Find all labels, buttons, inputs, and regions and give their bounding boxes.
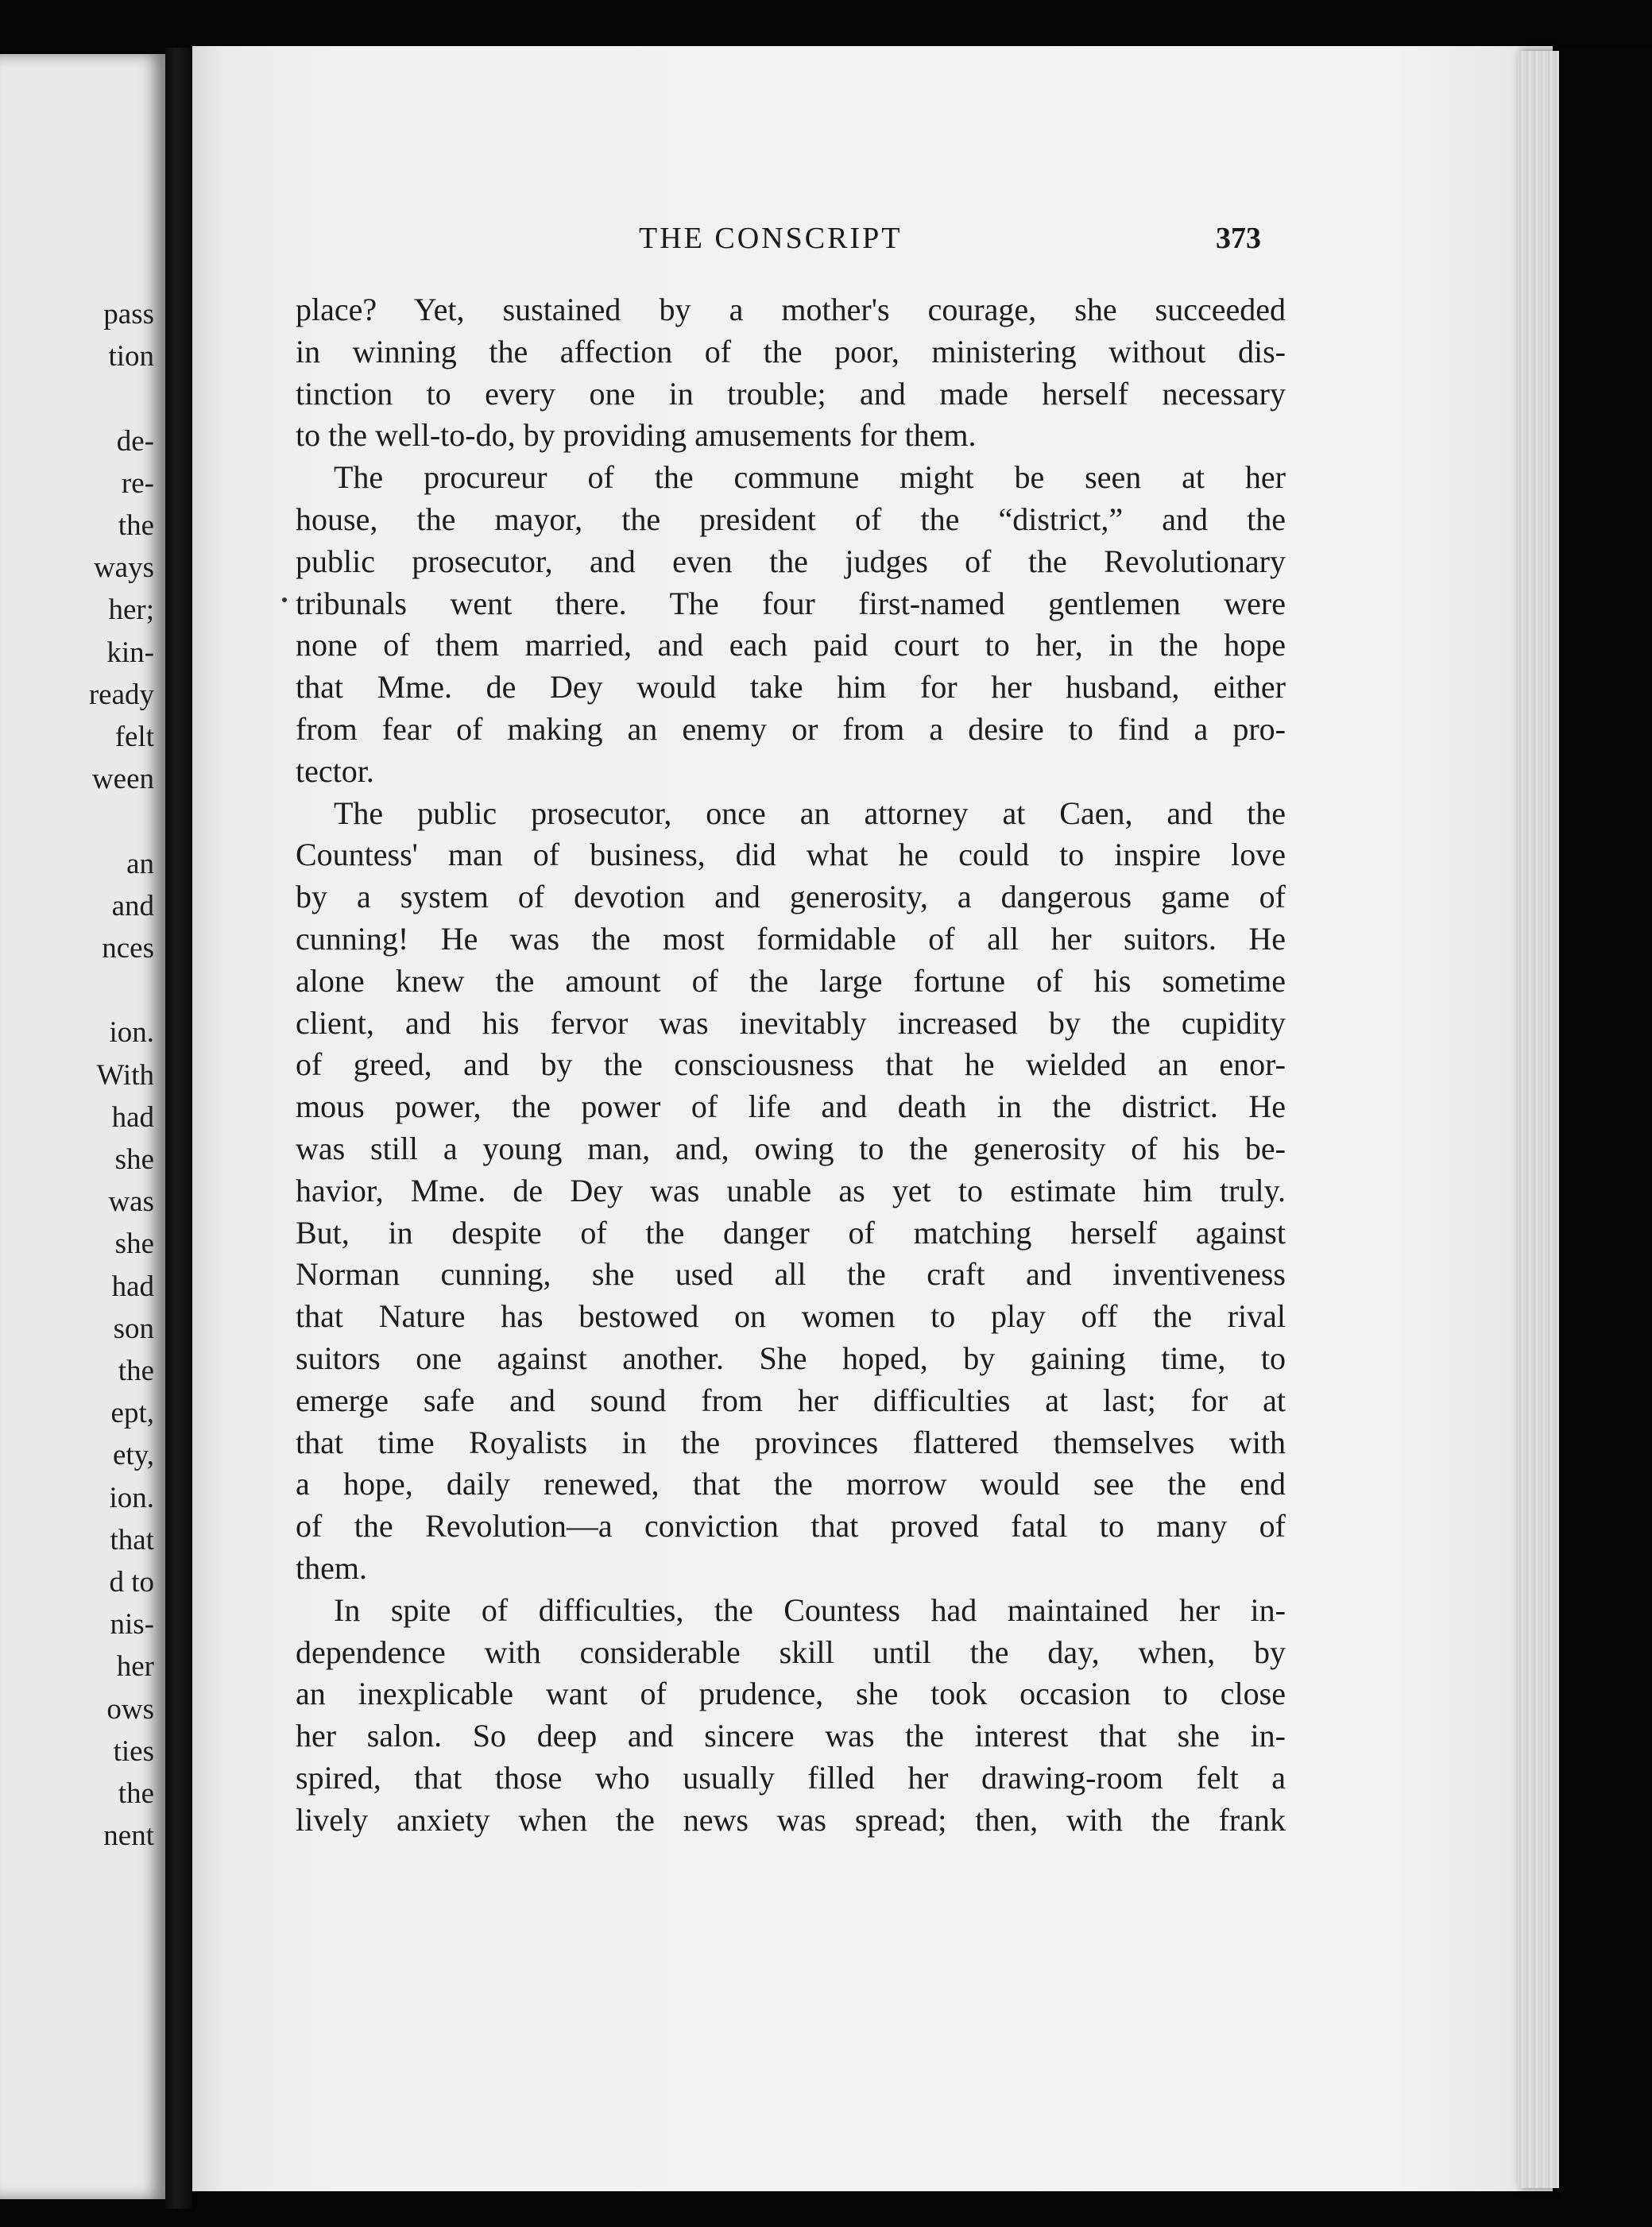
margin-mark <box>282 597 287 602</box>
facing-page-fragment: ion. <box>109 1481 154 1514</box>
facing-page-fragment: pass <box>103 298 154 331</box>
text-line: place? Yet, sustained by a mother's courage, she succeeded <box>296 292 1286 327</box>
text-line: But, in despite of the danger of matching herself against <box>296 1214 1286 1251</box>
facing-page-fragment: her <box>116 1650 154 1684</box>
facing-page-fragment: ready <box>88 678 154 711</box>
running-head <box>192 221 1553 269</box>
facing-page-fragment: ways <box>93 551 154 585</box>
facing-page-fragment: tion <box>108 340 154 373</box>
facing-page-fragment: had <box>111 1270 154 1303</box>
facing-page-fragment: felt <box>114 721 154 753</box>
text-line: to the well-to-do, by providing amusements for them. <box>296 417 977 454</box>
text-line: that time Royalists in the provinces flattered themselves with <box>296 1424 1286 1460</box>
text-line: that Mme. de Dey would take him for her husband, either <box>296 669 1286 706</box>
text-line: of the Revolution—a conviction that proved fatal to many of <box>296 1508 1286 1545</box>
facing-page-fragment: the <box>118 509 154 542</box>
text-line: suitors one against another. She hoped, by gaining time, to <box>296 1340 1286 1376</box>
facing-page-fragment: nis- <box>110 1608 154 1641</box>
text-line: them. <box>296 1549 367 1586</box>
text-line: was still a young man, and, owing to the generosity of his be- <box>296 1130 1286 1166</box>
facing-page-fragment: ion. <box>109 1016 154 1050</box>
text-line: emerge safe and sound from her difficulties at last; for at <box>296 1382 1286 1418</box>
text-line: tribunals went there. The four first-named gentlemen were <box>296 585 1286 621</box>
text-line: dependence with considerable skill until the day, when, by <box>296 1634 1286 1670</box>
facing-page-fragment: ows <box>106 1692 154 1726</box>
text-line: from fear of making an enemy or from a desire to find a pro- <box>296 710 1286 747</box>
facing-page-fragment: the <box>118 1355 154 1387</box>
facing-page-fragment: nent <box>103 1819 154 1853</box>
text-line: client, and his fervor was inevitably increased by the cupidity <box>296 1004 1286 1041</box>
text-line: an inexplicable want of prudence, she took occasion to close <box>296 1676 1286 1712</box>
facing-page-fragment: With <box>96 1058 154 1092</box>
text-line: alone knew the amount of the large fortune of his sometime <box>296 962 1286 999</box>
facing-page-fragment: the <box>118 1777 154 1810</box>
facing-page-fragment: re- <box>121 466 154 500</box>
text-line: In spite of difficulties, the Countess had maintained her in- <box>334 1591 1286 1628</box>
running-title: THE CONSCRIPT <box>639 222 903 255</box>
facing-page-fragment: ety, <box>112 1439 154 1472</box>
text-line: Countess' man of business, did what he could to inspire love <box>296 837 1286 873</box>
facing-page-fragment: ept, <box>110 1397 154 1430</box>
text-line: tinction to every one in trouble; and made herself necessary <box>296 375 1286 412</box>
text-line: house, the mayor, the president of the “district,” and the <box>296 501 1286 537</box>
text-line: her salon. So deep and sincere was the interest that she in- <box>296 1718 1286 1754</box>
facing-page-fragment: she <box>114 1143 154 1176</box>
facing-page-fragment: de- <box>116 424 154 458</box>
text-line: Norman cunning, she used all the craft and inventiveness <box>296 1256 1286 1293</box>
facing-page-fragment: d to <box>109 1566 154 1599</box>
scan-border <box>1559 48 1652 2227</box>
text-line: of greed, and by the consciousness that he wielded an enor- <box>296 1046 1286 1083</box>
text-line: that Nature has bestowed on women to play off the rival <box>296 1298 1286 1335</box>
text-line: mous power, the power of life and death in the district. He <box>296 1088 1286 1125</box>
text-line: The procureur of the commune might be seen at her <box>334 459 1286 496</box>
facing-page-fragment: nces <box>102 932 154 965</box>
text-line: none of them married, and each paid court to her, in the hope <box>296 627 1286 663</box>
book-gutter <box>165 48 192 2209</box>
facing-page-fragment: had <box>111 1100 154 1134</box>
facing-page-fragment: ties <box>113 1734 154 1768</box>
text-line: a hope, daily renewed, that the morrow would see the end <box>296 1466 1286 1502</box>
text-line: havior, Mme. de Dey was unable as yet to estimate him truly. <box>296 1172 1286 1208</box>
body-text <box>296 289 1286 1841</box>
facing-page-fragment: she <box>114 1228 154 1261</box>
facing-page-fragment: was <box>108 1185 154 1219</box>
page-number: 373 <box>1216 222 1261 255</box>
facing-page-fragment: an <box>126 847 154 880</box>
text-line: by a system of devotion and generosity, a dangerous game of <box>296 879 1286 915</box>
facing-page-fragment: son <box>113 1312 154 1345</box>
text-line: in winning the affection of the poor, ministering without dis- <box>296 333 1286 369</box>
facing-page-fragment: kin- <box>106 636 154 669</box>
text-line: The public prosecutor, once an attorney at Caen, and the <box>334 795 1286 831</box>
page-edges <box>1518 51 1559 2188</box>
facing-page-left <box>0 54 165 2199</box>
text-line: cunning! He was the most formidable of all her suitors. He <box>296 920 1286 957</box>
text-line: public prosecutor, and even the judges of the Revolutionary <box>296 543 1286 579</box>
text-line: spired, that those who usually filled her drawing-room felt a <box>296 1759 1286 1796</box>
text-line: tector. <box>296 752 374 789</box>
facing-page-fragment: ween <box>91 763 154 796</box>
facing-page-fragment: that <box>110 1523 154 1556</box>
text-line: lively anxiety when the news was spread; then, with the frank <box>296 1801 1286 1838</box>
facing-page-fragment: her; <box>108 593 154 627</box>
facing-page-fragment: and <box>111 889 154 922</box>
